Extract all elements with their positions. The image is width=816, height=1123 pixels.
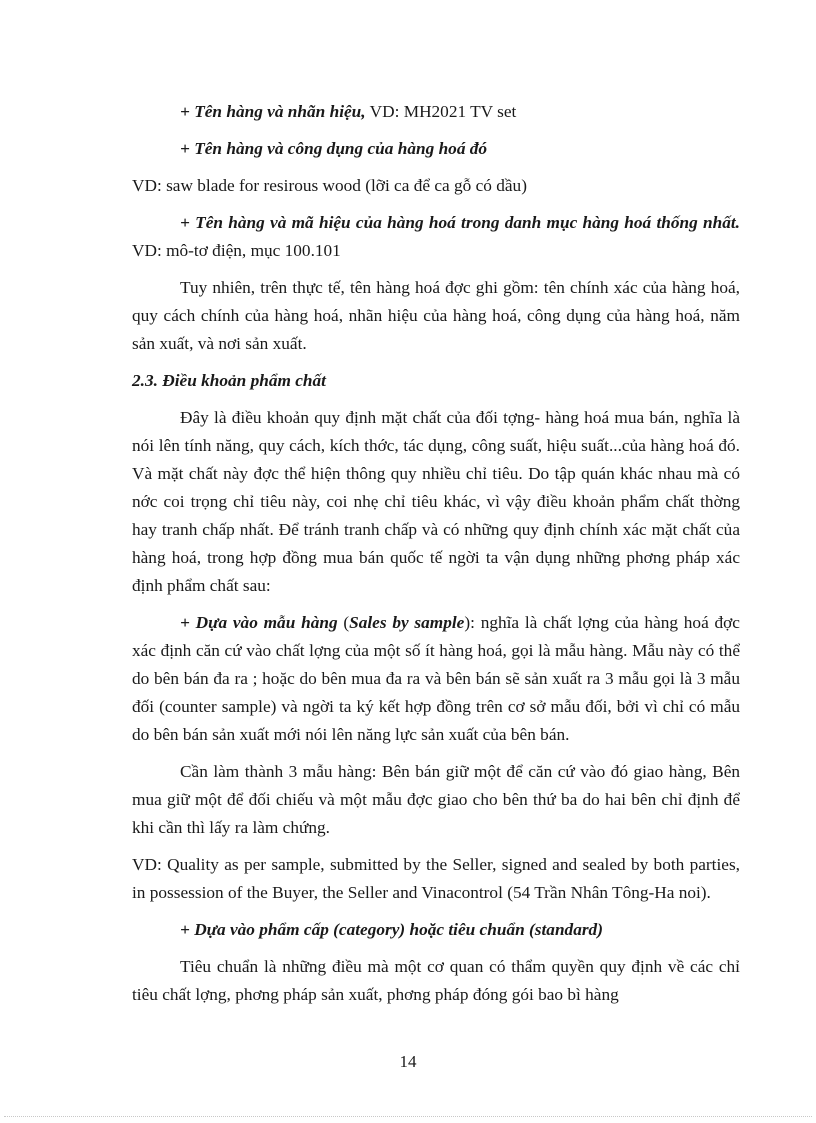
item-code-example: VD: mô-tơ điện, mục 100.101 bbox=[132, 241, 341, 260]
item-category bbox=[132, 916, 740, 944]
sample-term: Sales by sample bbox=[349, 613, 465, 632]
item-brand-example: VD: MH2021 TV set bbox=[365, 102, 517, 121]
paragraph-sample bbox=[132, 609, 740, 749]
item-use-example: VD: saw blade for resirous wood (lỡi ca để ca gỗ có dầu) bbox=[132, 176, 527, 195]
paragraph-standard: Tiêu chuẩn là những điều mà một cơ quan có thẩm quyền quy định về các chỉ tiêu chất lợng, phơng pháp sản xuất, phơng pháp đóng gói bao bì hàng bbox=[132, 957, 740, 1004]
sample-open: ( bbox=[337, 613, 350, 632]
item-code-plus: + bbox=[180, 213, 190, 232]
paragraph-three-samples: Cần làm thành 3 mẫu hàng: Bên bán giữ một để căn cứ vào đó giao hàng, Bên mua giữ một để đối chiếu và một mẫu đợc giao cho bên thứ ba do hai bên chỉ định để khi cần thì lấy ra làm chứng. bbox=[132, 762, 740, 837]
sample-close: ) bbox=[464, 613, 471, 632]
document-page bbox=[132, 98, 740, 1018]
paragraph-in-fact: Tuy nhiên, trên thực tế, tên hàng hoá đợc ghi gồm: tên chính xác của hàng hoá, quy cách chính của hàng hoá, nhãn hiệu của hàng hoá, công dụng của hàng hoá, năm sản xuất, và nơi sản xuất. bbox=[132, 278, 740, 353]
item-use bbox=[132, 135, 740, 163]
sample-text: : nghĩa là chất lợng của hàng hoá đợc xác định căn cứ vào chất lợng của một số ít hàng hoá, gọi là mẫu hàng. Mẫu này có thể do bên bán đa ra ; hoặc do bên mua đa ra và bên bán sẽ sản xuất ra 3 mẫu gọi là 3 mẫu đối (counter sample) và ngời ta ký kết hợp đồng trên cơ sở mẫu đối, bởi vì chỉ có mẫu do bên bán sản xuất mới nói lên năng lực sản xuất của bên bán. bbox=[132, 613, 740, 744]
item-use-label: Tên hàng và công dụng của hàng hoá đó bbox=[194, 139, 488, 158]
category-plus: + bbox=[180, 920, 190, 939]
paragraph-example-english: VD: Quality as per sample, submitted by the Seller, signed and sealed by both parties, in possession of the Buyer, the Seller and Vinacontrol (54 Trần Nhân Tông-Ha noi). bbox=[132, 855, 740, 902]
category-label: Dựa vào phẩm cấp (category) hoặc tiêu chuẩn (standard) bbox=[194, 920, 603, 939]
item-use-plus: + bbox=[180, 139, 190, 158]
section-heading: 2.3. Điều khoản phẩm chất bbox=[132, 371, 326, 390]
sample-plus: + bbox=[180, 613, 190, 632]
page-number: 14 bbox=[399, 1052, 417, 1071]
item-code-label: Tên hàng và mã hiệu của hàng hoá trong danh mục hàng hoá thống nhất. bbox=[195, 213, 740, 232]
item-brand-label: Tên hàng và nhãn hiệu, bbox=[194, 102, 366, 121]
sample-label: Dựa vào mẫu hàng bbox=[195, 613, 338, 632]
item-brand-plus: + bbox=[180, 102, 190, 121]
paragraph-quality-intro: Đây là điều khoản quy định mặt chất của đối tợng- hàng hoá mua bán, nghĩa là nói lên tính năng, quy cách, kích thớc, tác dụng, công suất, hiệu suất...của hàng hoá đó. Và mặt chất này đợc thể hiện thông quy nhiều chỉ tiêu. Do tập quán khác nhau mà có nớc coi trọng chỉ tiêu này, coi nhẹ chỉ tiêu khác, vì vậy điều khoản phẩm chất thờng hay tranh chấp nhất. Để tránh tranh chấp và có những quy định chính xác mặt chất của hàng hoá, trong hợp đồng mua bán quốc tế ngời ta vận dụng những phơng pháp xác định phẩm chất sau: bbox=[132, 408, 740, 595]
item-code bbox=[132, 209, 740, 265]
item-brand bbox=[132, 98, 740, 126]
page-bottom-divider bbox=[4, 1116, 812, 1117]
